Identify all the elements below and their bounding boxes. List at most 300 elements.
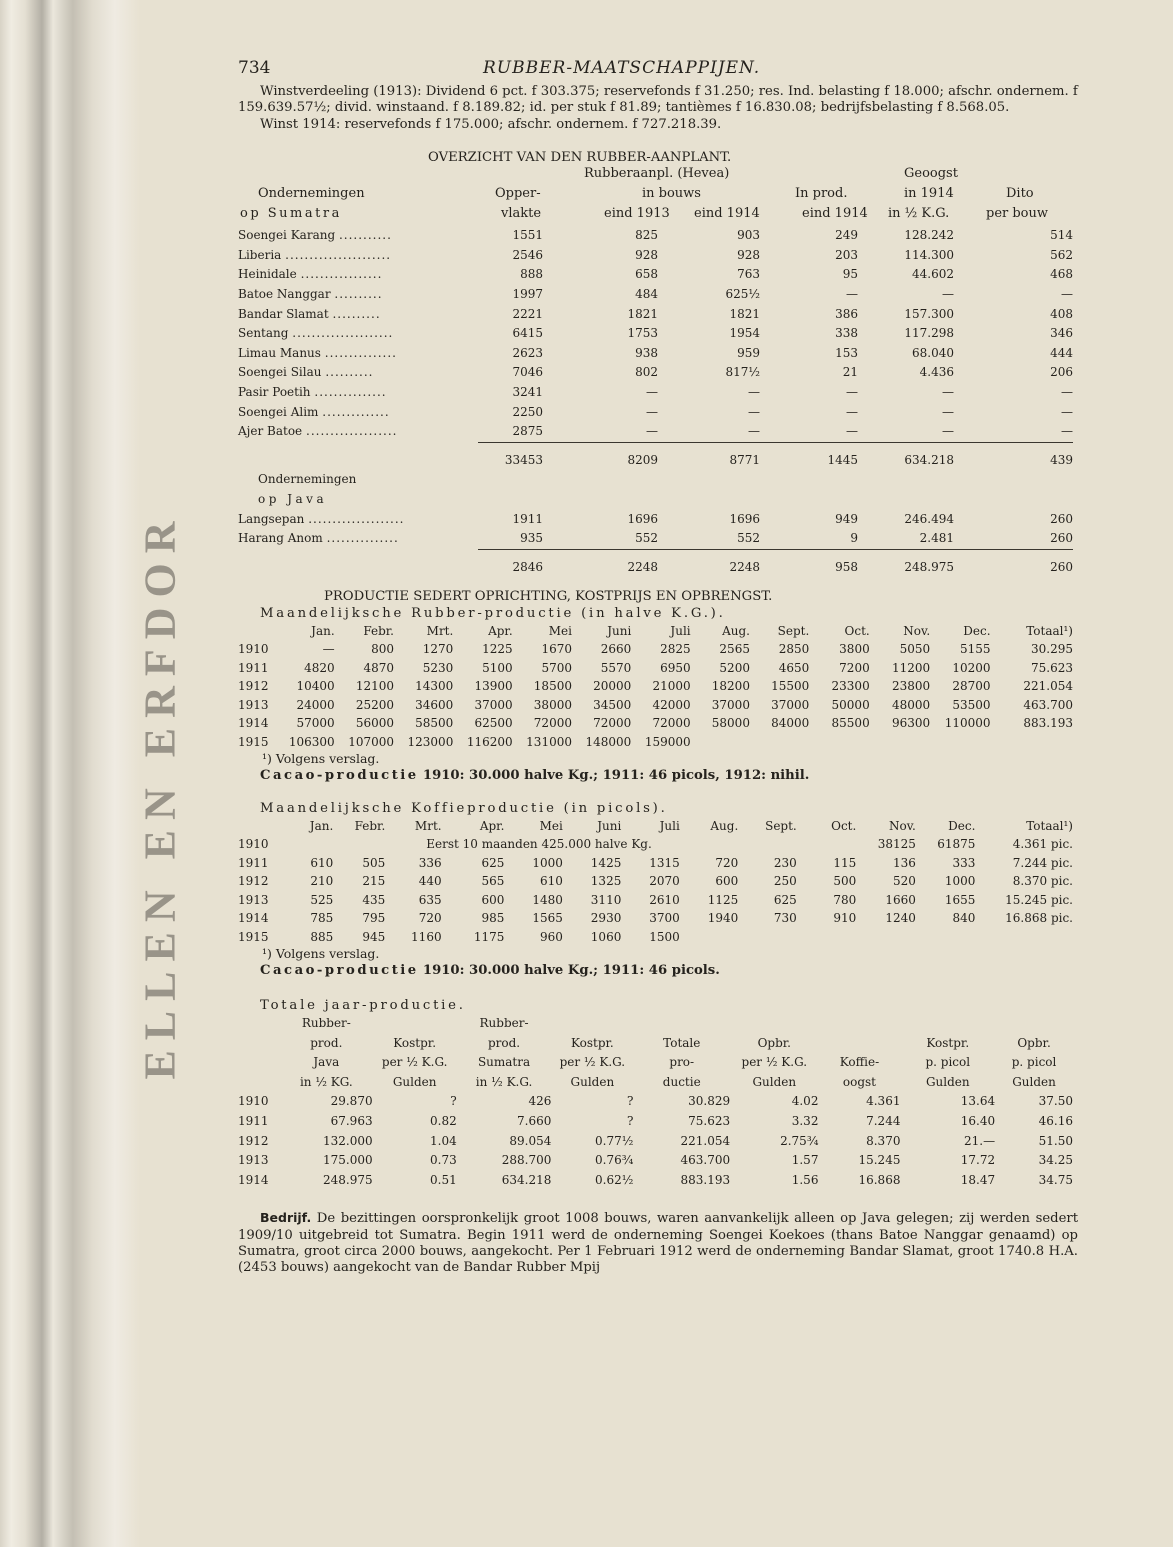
table-row bbox=[238, 1151, 1073, 1171]
month-header: Febr. bbox=[363, 623, 394, 638]
table-row bbox=[238, 659, 1073, 678]
cell: 408 bbox=[1050, 306, 1073, 321]
cell: 2221 bbox=[512, 306, 543, 321]
cell: — bbox=[748, 384, 760, 399]
year-cell: 1912 bbox=[238, 874, 269, 889]
value-cell: 730 bbox=[773, 911, 797, 926]
value-cell: 18500 bbox=[533, 679, 572, 694]
col-in-bouws: in bouws bbox=[642, 186, 701, 202]
value-cell: 500 bbox=[833, 874, 857, 889]
cell: 1696 bbox=[627, 511, 658, 526]
rubber-productie-table bbox=[238, 622, 1073, 752]
column-header: Java bbox=[313, 1055, 340, 1070]
value-cell: 62500 bbox=[474, 716, 513, 731]
cell: 44.602 bbox=[912, 267, 954, 282]
value-cell: 72000 bbox=[533, 716, 572, 731]
month-header: Juli bbox=[670, 623, 691, 638]
cacao-line-2 bbox=[238, 963, 1078, 979]
month-header: Oct. bbox=[844, 623, 870, 638]
month-header: Mrt. bbox=[426, 623, 454, 638]
koffie-productie-table bbox=[238, 817, 1073, 947]
value-cell: 1325 bbox=[590, 874, 622, 889]
value-cell: 635 bbox=[418, 892, 442, 907]
value-cell: 96300 bbox=[891, 716, 931, 731]
value-cell bbox=[797, 928, 857, 947]
value-cell: 136 bbox=[892, 855, 916, 870]
cacao-line-1 bbox=[238, 768, 1078, 784]
year-cell: 1913 bbox=[238, 1153, 269, 1168]
cacao-text: 1910: 30.000 halve Kg.; 1911: 46 picols. bbox=[422, 963, 720, 979]
cell: 7046 bbox=[512, 365, 543, 380]
bedrijf-label: Bedrijf. bbox=[260, 1210, 312, 1226]
value-cell: 25200 bbox=[355, 697, 394, 712]
month-header: Jan. bbox=[309, 818, 334, 833]
value-cell: 985 bbox=[481, 911, 505, 926]
month-header: Jan. bbox=[311, 623, 335, 638]
value-cell: 1125 bbox=[707, 892, 739, 907]
month-header-row bbox=[238, 622, 1073, 641]
cell: 117.298 bbox=[904, 326, 954, 341]
month-header-row bbox=[238, 817, 1073, 836]
table-row bbox=[238, 1132, 1073, 1152]
bedrijf-text: De bezittingen oorspronkelijk groot 1008 bouws, waren aanvankelijk alleen op Java gelegen; zij werden sedert 1909/10 uitgebreid tot Sumatra. Begin 1911 werd de onderneming Soengei Koekoes (thans Batoe Nanggar genaamd) op Sumatra, groot circa 2000 bouws, aangekocht. Per 1 Februari 1912 werd de onderneming Bandar Slamat, groot 1740.8 H.A. (2453 bouws) aangekocht van de Bandar Rubber Mpij bbox=[238, 1211, 1078, 1276]
column-header: Kostpr. bbox=[926, 1035, 970, 1050]
value-cell: 1000 bbox=[532, 855, 563, 870]
totale-rows bbox=[238, 1092, 1073, 1190]
value-cell: 1500 bbox=[649, 929, 680, 944]
productie-title: PRODUCTIE SEDERT OPRICHTING, KOSTPRIJS EN OPBRENGST. bbox=[324, 589, 773, 605]
value-cell: 1565 bbox=[532, 911, 563, 926]
col-in1914: in 1914 bbox=[904, 186, 954, 202]
value-cell: 440 bbox=[418, 874, 442, 889]
blank-cell bbox=[238, 1014, 280, 1034]
onderneming-name: Langsepan bbox=[238, 511, 305, 526]
cell: 1954 bbox=[729, 326, 760, 341]
header-row bbox=[238, 1053, 1073, 1073]
blank-cell bbox=[238, 1034, 280, 1054]
java-label-1: Ondernemingen bbox=[258, 472, 357, 487]
value-cell: 46.16 bbox=[1038, 1114, 1073, 1129]
cell: 68.040 bbox=[912, 345, 954, 360]
koffie-caption: Maandelijksche Koffieproductie (in picols). bbox=[260, 800, 668, 816]
table-row bbox=[238, 909, 1073, 928]
value-cell: 1270 bbox=[422, 642, 454, 657]
table-row bbox=[238, 677, 1073, 696]
value-cell: 89.054 bbox=[509, 1133, 552, 1148]
value-cell: 230 bbox=[773, 855, 797, 870]
value-cell: 29.870 bbox=[330, 1094, 373, 1109]
cell: 938 bbox=[635, 345, 658, 360]
year-cell: 1911 bbox=[238, 660, 269, 675]
value-cell: 6950 bbox=[660, 660, 691, 675]
column-header: Rubber- bbox=[479, 1016, 529, 1031]
cell: — bbox=[646, 424, 658, 439]
onderneming-name: Ajer Batoe bbox=[238, 424, 303, 439]
value-cell: 2070 bbox=[649, 874, 680, 889]
value-cell: 34500 bbox=[593, 697, 632, 712]
page-number: 734 bbox=[238, 58, 271, 78]
table-row bbox=[238, 640, 1073, 659]
java-label-2: op Java bbox=[258, 491, 328, 506]
value-cell: 15.245 bbox=[858, 1153, 901, 1168]
winst-1914: Winst 1914: reservefonds f 175.000; afschr. ondernem. f 727.218.39. bbox=[260, 116, 722, 132]
value-cell bbox=[738, 928, 796, 947]
value-cell bbox=[930, 733, 990, 752]
value-cell: 107000 bbox=[348, 734, 394, 749]
month-header: Mei bbox=[548, 623, 572, 638]
cell: 1821 bbox=[627, 306, 658, 321]
blank-cell bbox=[238, 817, 281, 836]
cacao-label: Cacao-productie bbox=[260, 963, 419, 979]
value-cell: 30.295 bbox=[1031, 642, 1073, 657]
value-cell: 5700 bbox=[541, 660, 572, 675]
table-row bbox=[238, 928, 1073, 947]
table-row bbox=[238, 835, 1073, 854]
totale-caption: Totale jaar-productie. bbox=[260, 997, 466, 1013]
year-cell: 1912 bbox=[238, 679, 269, 694]
value-cell: 4.361 pic. bbox=[1012, 837, 1073, 852]
cell: 260 bbox=[1050, 511, 1073, 526]
cell: 928 bbox=[635, 247, 658, 262]
column-header bbox=[818, 1034, 900, 1054]
cell: 439 bbox=[954, 442, 1073, 470]
year-cell: 1911 bbox=[238, 1114, 269, 1129]
value-cell: 56000 bbox=[355, 716, 394, 731]
value-cell: 1240 bbox=[885, 911, 916, 926]
value-cell: 30.829 bbox=[688, 1094, 731, 1109]
aanplant-header-row2 bbox=[238, 186, 1078, 206]
value-cell: 210 bbox=[310, 874, 334, 889]
header-row bbox=[238, 1034, 1073, 1054]
column-header: Opbr. bbox=[1017, 1035, 1051, 1050]
value-cell: 34.75 bbox=[1038, 1172, 1073, 1187]
value-cell: 780 bbox=[833, 892, 857, 907]
col-ondernemingen: Ondernemingen bbox=[258, 186, 365, 202]
value-cell: 505 bbox=[362, 855, 386, 870]
value-cell: 16.868 bbox=[858, 1172, 901, 1187]
onderneming-name: Harang Anom bbox=[238, 531, 323, 546]
table-row bbox=[238, 733, 1073, 752]
cacao-text: 1910: 30.000 halve Kg.; 1911: 46 picols, 1912: nihil. bbox=[422, 768, 810, 784]
col-rubberaanpl: Rubberaanpl. (Hevea) bbox=[584, 166, 730, 182]
cell: — bbox=[646, 404, 658, 419]
year-cell: 1910 bbox=[238, 837, 269, 852]
column-header: p. picol bbox=[925, 1055, 971, 1070]
cell: 95 bbox=[842, 267, 858, 282]
month-header: Juni bbox=[607, 623, 632, 638]
cell: 484 bbox=[635, 286, 658, 301]
cacao-label: Cacao-productie bbox=[260, 768, 419, 784]
value-cell: 463.700 bbox=[1023, 697, 1073, 712]
cell: 114.300 bbox=[904, 247, 954, 262]
value-cell: 221.054 bbox=[680, 1133, 731, 1148]
cell: 658 bbox=[635, 267, 658, 282]
value-cell: 5570 bbox=[600, 660, 632, 675]
cell: 802 bbox=[635, 365, 658, 380]
value-cell: 75.623 bbox=[1031, 660, 1073, 675]
value-cell: 37.50 bbox=[1038, 1094, 1073, 1109]
month-header: Mrt. bbox=[414, 818, 442, 833]
totale-header bbox=[238, 1014, 1073, 1092]
koffie-1910-note: Eerst 10 maanden 425.000 halve Kg. bbox=[426, 837, 652, 852]
value-cell: 16.868 pic. bbox=[1005, 911, 1073, 926]
month-header: Sept. bbox=[777, 623, 810, 638]
value-cell: 159000 bbox=[644, 734, 691, 749]
cell: 552 bbox=[635, 531, 658, 546]
value-cell: 37000 bbox=[711, 697, 750, 712]
value-cell: 7.660 bbox=[517, 1114, 552, 1129]
cell: 1696 bbox=[729, 511, 760, 526]
value-cell: 84000 bbox=[771, 716, 810, 731]
year-cell: 1914 bbox=[238, 911, 269, 926]
winstverdeeling-1913: Winstverdeeling (1913): Dividend 6 pct. f 303.375; reservefonds f 31.250; res. Ind. belasting f 18.000; afschr. ondernem. f 159.639.57½; divid. winstaand. f 8.189.82; id. per stuk f 81.89; tantièmes f 16.830.08; bedrijfsbelasting f 8.568.05. bbox=[238, 84, 1078, 116]
value-cell: 38125 bbox=[877, 837, 916, 852]
cell: 153 bbox=[835, 345, 858, 360]
value-cell: ? bbox=[450, 1094, 457, 1109]
table-row: Heinidale ................. 888 658 763 95 44.602 468 bbox=[238, 265, 1073, 285]
value-cell: 2850 bbox=[778, 642, 810, 657]
value-cell: 1480 bbox=[532, 892, 563, 907]
cell: 248.975 bbox=[858, 549, 954, 577]
value-cell: 720 bbox=[418, 911, 442, 926]
value-cell: 795 bbox=[362, 911, 386, 926]
rubber-caption: Maandelijksche Rubber-productie (in halve K.G.). bbox=[260, 605, 726, 621]
cell: 928 bbox=[737, 247, 760, 262]
cell: — bbox=[942, 424, 954, 439]
cell: — bbox=[1061, 424, 1073, 439]
value-cell: 175.000 bbox=[322, 1153, 373, 1168]
col-eind1914: eind 1914 bbox=[694, 206, 760, 222]
value-cell: 3700 bbox=[649, 911, 680, 926]
value-cell: 785 bbox=[310, 911, 334, 926]
year-cell: 1915 bbox=[238, 734, 269, 749]
column-header: Gulden bbox=[925, 1074, 970, 1089]
col-eind1914b: eind 1914 bbox=[802, 206, 868, 222]
col-in-prod: In prod. bbox=[795, 186, 848, 202]
col-vlakte: vlakte bbox=[501, 206, 542, 222]
value-cell: 2825 bbox=[660, 642, 691, 657]
value-cell bbox=[680, 928, 738, 947]
value-cell: 625 bbox=[481, 855, 505, 870]
value-cell: 10400 bbox=[296, 679, 335, 694]
cell: 338 bbox=[835, 326, 858, 341]
value-cell: 115 bbox=[833, 855, 857, 870]
value-cell: 4.361 bbox=[866, 1094, 901, 1109]
value-cell bbox=[916, 928, 976, 947]
value-cell: 2610 bbox=[649, 892, 680, 907]
value-cell: 116200 bbox=[466, 734, 513, 749]
value-cell: 883.193 bbox=[1023, 716, 1073, 731]
column-header: prod. bbox=[487, 1035, 521, 1050]
value-cell: 34600 bbox=[415, 697, 454, 712]
value-cell: 4650 bbox=[778, 660, 810, 675]
aanplant-header-row1 bbox=[238, 166, 1078, 186]
cell: 1911 bbox=[512, 511, 543, 526]
value-cell: 58000 bbox=[711, 716, 750, 731]
value-cell: 5155 bbox=[960, 642, 991, 657]
value-cell: 148000 bbox=[585, 734, 632, 749]
table-row bbox=[238, 1112, 1073, 1132]
column-header bbox=[900, 1014, 995, 1034]
totale-productie-table bbox=[238, 1014, 1073, 1190]
value-cell bbox=[797, 835, 857, 854]
table-row: Limau Manus ............... 2623 938 959 153 68.040 444 bbox=[238, 344, 1073, 364]
year-cell: 1910 bbox=[238, 1094, 269, 1109]
value-cell: 1940 bbox=[707, 911, 739, 926]
blank-cell bbox=[238, 1053, 280, 1073]
cell: 4.436 bbox=[919, 365, 954, 380]
value-cell: 23300 bbox=[831, 679, 870, 694]
cell: 2546 bbox=[512, 247, 543, 262]
value-cell: 15500 bbox=[771, 679, 810, 694]
blank-cell bbox=[238, 622, 282, 641]
value-cell: 51.50 bbox=[1038, 1133, 1073, 1148]
value-cell: 720 bbox=[715, 855, 739, 870]
value-cell: 123000 bbox=[407, 734, 454, 749]
year-cell: 1914 bbox=[238, 1172, 269, 1187]
value-cell: — bbox=[322, 642, 335, 657]
value-cell: 58500 bbox=[415, 716, 454, 731]
cell: 552 bbox=[737, 531, 760, 546]
value-cell bbox=[991, 733, 1073, 752]
table-row bbox=[238, 854, 1073, 873]
value-cell: 1000 bbox=[944, 874, 976, 889]
col-per-bouw: per bouw bbox=[986, 206, 1049, 222]
value-cell: 435 bbox=[362, 892, 386, 907]
value-cell: 8.370 bbox=[866, 1133, 901, 1148]
column-header: Rubber- bbox=[301, 1016, 351, 1031]
column-header: p. picol bbox=[1011, 1055, 1057, 1070]
value-cell bbox=[691, 733, 750, 752]
month-header: Dec. bbox=[963, 623, 991, 638]
table-row: Bandar Slamat .......... 2221 1821 1821 386 157.300 408 bbox=[238, 305, 1073, 325]
cell: 206 bbox=[1050, 365, 1073, 380]
table-row: Langsepan .................... 1911 1696 1696 949 246.494 260 bbox=[238, 510, 1073, 530]
value-cell bbox=[975, 928, 1073, 947]
value-cell: 1670 bbox=[541, 642, 572, 657]
value-cell: 885 bbox=[310, 929, 334, 944]
column-header: Opbr. bbox=[757, 1035, 791, 1050]
footnote-2: ¹) Volgens verslag. bbox=[262, 946, 380, 962]
month-header: Mei bbox=[539, 818, 563, 833]
year-cell: 1912 bbox=[238, 1133, 269, 1148]
cell: 1997 bbox=[512, 286, 543, 301]
column-header bbox=[551, 1014, 633, 1034]
cell: — bbox=[646, 384, 658, 399]
value-cell: 565 bbox=[481, 874, 505, 889]
value-cell: ? bbox=[626, 1114, 634, 1129]
year-cell: 1913 bbox=[238, 697, 269, 712]
col-opper: Opper- bbox=[495, 186, 541, 202]
column-header: per ½ K.G. bbox=[381, 1055, 448, 1070]
value-cell: 72000 bbox=[652, 716, 691, 731]
cell: 33453 bbox=[478, 442, 543, 470]
aanplant-title: OVERZICHT VAN DEN RUBBER-AANPLANT. bbox=[428, 149, 732, 165]
value-cell: 14300 bbox=[415, 679, 454, 694]
year-cell: 1913 bbox=[238, 892, 269, 907]
value-cell: 610 bbox=[310, 855, 334, 870]
cell: — bbox=[942, 404, 954, 419]
cell: 386 bbox=[835, 306, 858, 321]
value-cell: 0.76¾ bbox=[595, 1153, 634, 1168]
value-cell: 17.72 bbox=[960, 1153, 996, 1168]
column-header bbox=[995, 1014, 1073, 1034]
cell: 2248 bbox=[658, 549, 760, 577]
value-cell: 11200 bbox=[891, 660, 931, 675]
table-row: Ajer Batoe ................... 2875 — — — — — bbox=[238, 422, 1073, 442]
cell: 2.481 bbox=[919, 531, 954, 546]
column-header: in ½ KG. bbox=[299, 1074, 353, 1089]
column-header: Totale bbox=[663, 1035, 701, 1050]
month-header: Febr. bbox=[354, 818, 386, 833]
value-cell: 250 bbox=[773, 874, 797, 889]
cell: 903 bbox=[737, 228, 760, 243]
month-header: Sept. bbox=[765, 818, 797, 833]
value-cell: 1.04 bbox=[430, 1133, 457, 1148]
value-cell: 520 bbox=[892, 874, 916, 889]
value-cell: 910 bbox=[833, 911, 857, 926]
table-row: Soengei Karang ........... 1551 825 903 249 128.242 514 bbox=[238, 226, 1073, 246]
onderneming-name: Soengei Karang bbox=[238, 228, 336, 243]
table-row: Liberia ...................... 2546 928 928 203 114.300 562 bbox=[238, 246, 1073, 266]
value-cell: 945 bbox=[362, 929, 386, 944]
header-row bbox=[238, 1014, 1073, 1034]
value-cell: 5050 bbox=[899, 642, 931, 657]
cell: 8209 bbox=[543, 442, 658, 470]
value-cell: 132.000 bbox=[322, 1133, 373, 1148]
value-cell: 13.64 bbox=[960, 1094, 996, 1109]
value-cell: 34.25 bbox=[1038, 1153, 1073, 1168]
table-row: Harang Anom ............... 935 552 552 9 2.481 260 bbox=[238, 529, 1073, 549]
value-cell: 15.245 pic. bbox=[1005, 892, 1073, 907]
year-cell: 1910 bbox=[238, 642, 269, 657]
total-row bbox=[238, 549, 1073, 577]
table-row: Soengei Silau .......... 7046 802 817½ 21 4.436 206 bbox=[238, 363, 1073, 383]
cell: 2846 bbox=[478, 549, 543, 577]
value-cell: 37000 bbox=[771, 697, 810, 712]
cell: 949 bbox=[835, 511, 858, 526]
month-header: Totaal¹) bbox=[1026, 623, 1073, 638]
value-cell: 24000 bbox=[296, 697, 335, 712]
cell: 1551 bbox=[512, 228, 543, 243]
bedrijf-paragraph bbox=[238, 1210, 1078, 1276]
cell: 1753 bbox=[627, 326, 658, 341]
cell: 888 bbox=[520, 267, 543, 282]
cell: 444 bbox=[1050, 345, 1073, 360]
onderneming-name: Soengei Silau bbox=[238, 365, 322, 380]
value-cell: 960 bbox=[539, 929, 563, 944]
cell: 260 bbox=[954, 549, 1073, 577]
month-header: Juli bbox=[659, 818, 680, 833]
value-cell: 5200 bbox=[719, 660, 750, 675]
aanplant-header-row3 bbox=[238, 206, 1078, 226]
value-cell: 21.— bbox=[964, 1133, 996, 1148]
value-cell: 16.40 bbox=[960, 1114, 996, 1129]
onderneming-name: Limau Manus bbox=[238, 345, 321, 360]
cell: — bbox=[748, 404, 760, 419]
cell: — bbox=[942, 286, 954, 301]
value-cell: 37000 bbox=[474, 697, 513, 712]
month-header: Oct. bbox=[831, 818, 857, 833]
cell: 2248 bbox=[543, 549, 658, 577]
column-header: ductie bbox=[662, 1074, 701, 1089]
cell: 2623 bbox=[512, 345, 543, 360]
onderneming-name: Sentang bbox=[238, 326, 289, 341]
value-cell: 426 bbox=[528, 1094, 552, 1109]
table-row bbox=[238, 714, 1073, 733]
value-cell: 0.77½ bbox=[595, 1133, 634, 1148]
running-title: RUBBER-MAATSCHAPPIJEN. bbox=[483, 58, 761, 78]
